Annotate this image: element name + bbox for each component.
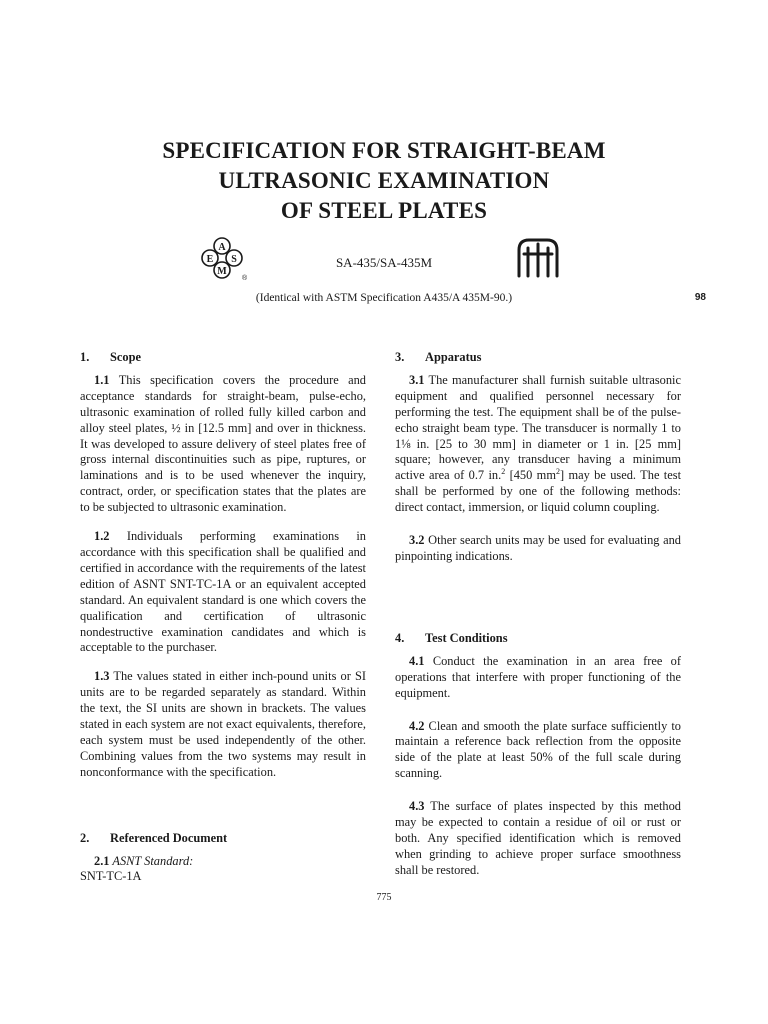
paragraph-number: 3.1 [409, 372, 425, 387]
right-column [395, 350, 681, 879]
paragraph-number: 3.2 [409, 533, 425, 548]
paragraph-4-1: 4.1 Conduct the examination in an area free of operations that interfere with proper functioning of the equipment. [395, 653, 681, 700]
paragraph-number: 4.3 [409, 799, 425, 814]
paragraph-1-3: 1.3 The values stated in either inch-pound units or SI units are to be regarded separately as standard. Within the text, the SI units are shown in brackets. The values stated in each system are not exact equivalents, therefore, each system must be used independently of the other. Combining values from the two systems may result in nonconformance with the specification. [80, 669, 366, 779]
document-title [0, 136, 768, 226]
paragraph-number: 2.1 [94, 853, 110, 868]
section-heading-apparatus [395, 350, 681, 366]
paragraph-number: 1.2 [94, 529, 110, 544]
section-title: Test Conditions [425, 630, 508, 645]
seal-letter-left: E [206, 254, 214, 265]
paragraph-2-1: 2.1 ASNT Standard: [94, 853, 194, 868]
referenced-standard: SNT-TC-1A [80, 869, 142, 884]
fraction: ½ [171, 420, 181, 435]
section-title: Referenced Document [110, 830, 228, 845]
left-column [80, 350, 366, 885]
paragraph-1-1: 1.1 This specification covers the procedure and acceptance standards for straight-beam, pulse-echo, ultrasonic examination of rolled fully killed carbon and alloy steel plates, ½ in [12.5 mm] and over in thickness. It was developed to assure delivery of steel plates free of gross internal discontinuities such as pipe, ruptures, or laminations and is to be used whenever the inquiry, contract, order, or specification states that the plates are to be subjected to ultrasonic examination. [80, 372, 366, 515]
paragraph-4-2: 4.2 Clean and smooth the plate surface sufficiently to maintain a reference back reflection from the opposite side of the plate at least 50% of the full scale during scanning. [395, 718, 681, 781]
paragraph-3-2: 3.2 Other search units may be used for evaluating and pinpointing indications. [395, 533, 681, 563]
title-line-2: ULTRASONIC EXAMINATION [218, 168, 550, 193]
page-number: 775 [376, 892, 392, 903]
seal-letter-bottom: M [217, 266, 227, 277]
title-line-1: SPECIFICATION FOR STRAIGHT-BEAM [162, 138, 606, 163]
section-number: 1. [80, 350, 90, 364]
title-line-3: OF STEEL PLATES [280, 198, 488, 223]
section-heading-test-conditions [395, 631, 681, 647]
paragraph-4-3: 4.3 The surface of plates inspected by this method may be expected to contain a residue of oil or rust or both. Any specified identification which is removed when grinding to achieve proper surface smoothness shall be restored. [395, 799, 681, 877]
registered-mark: ® [242, 275, 248, 282]
section-title: Apparatus [425, 350, 482, 364]
section-number: 4. [395, 630, 405, 645]
section-heading-referenced-document [80, 831, 366, 847]
section-title: Scope [110, 350, 141, 364]
paragraph-number: 1.1 [94, 372, 110, 387]
edition-year: 98 [694, 292, 706, 303]
section-number: 3. [395, 350, 405, 364]
identical-note: (Identical with ASTM Specification A435/A 435M-90.) [255, 292, 513, 304]
paragraph-number: 4.2 [409, 718, 425, 733]
paragraph-number: 4.1 [409, 653, 425, 668]
astm-logo-icon [515, 236, 561, 282]
paragraph-3-1: 3.1 The manufacturer shall furnish suitable ultrasonic equipment and qualified personnel necessary for performing the test. The equipment shall be of the pulse-echo straight beam type. The transducer is normally 1 to 1⅛ in. [25 to 30 mm] in diameter or 1 in. [25 mm] square; however, any transducer having a minimum active area of 0.7 in.$^2$ [450 $mm^2$] may be used. The test shall be performed by one of the following methods: direct contact, immersion, or liquid column coupling. [395, 372, 682, 515]
paragraph-1-2: 1.2 Individuals performing examinations in accordance with this specification shall be qualified and certified in accordance with the requirements of the latest edition of ASNT SNT-TC-1A or an equivalent accepted standard. An equivalent standard is one which covers the qualification and certification of ultrasonic nondestructive examination candidates and which is acceptable to the purchaser. [80, 529, 366, 655]
fraction: ⅛ [401, 436, 411, 451]
designation: SA-435/SA-435M [335, 255, 433, 270]
seal-letter-top: A [218, 242, 226, 253]
section-heading-scope [80, 350, 366, 366]
section-number: 2. [80, 830, 90, 845]
paragraph-number: 1.3 [94, 669, 110, 684]
seal-letter-right: S [231, 254, 237, 265]
